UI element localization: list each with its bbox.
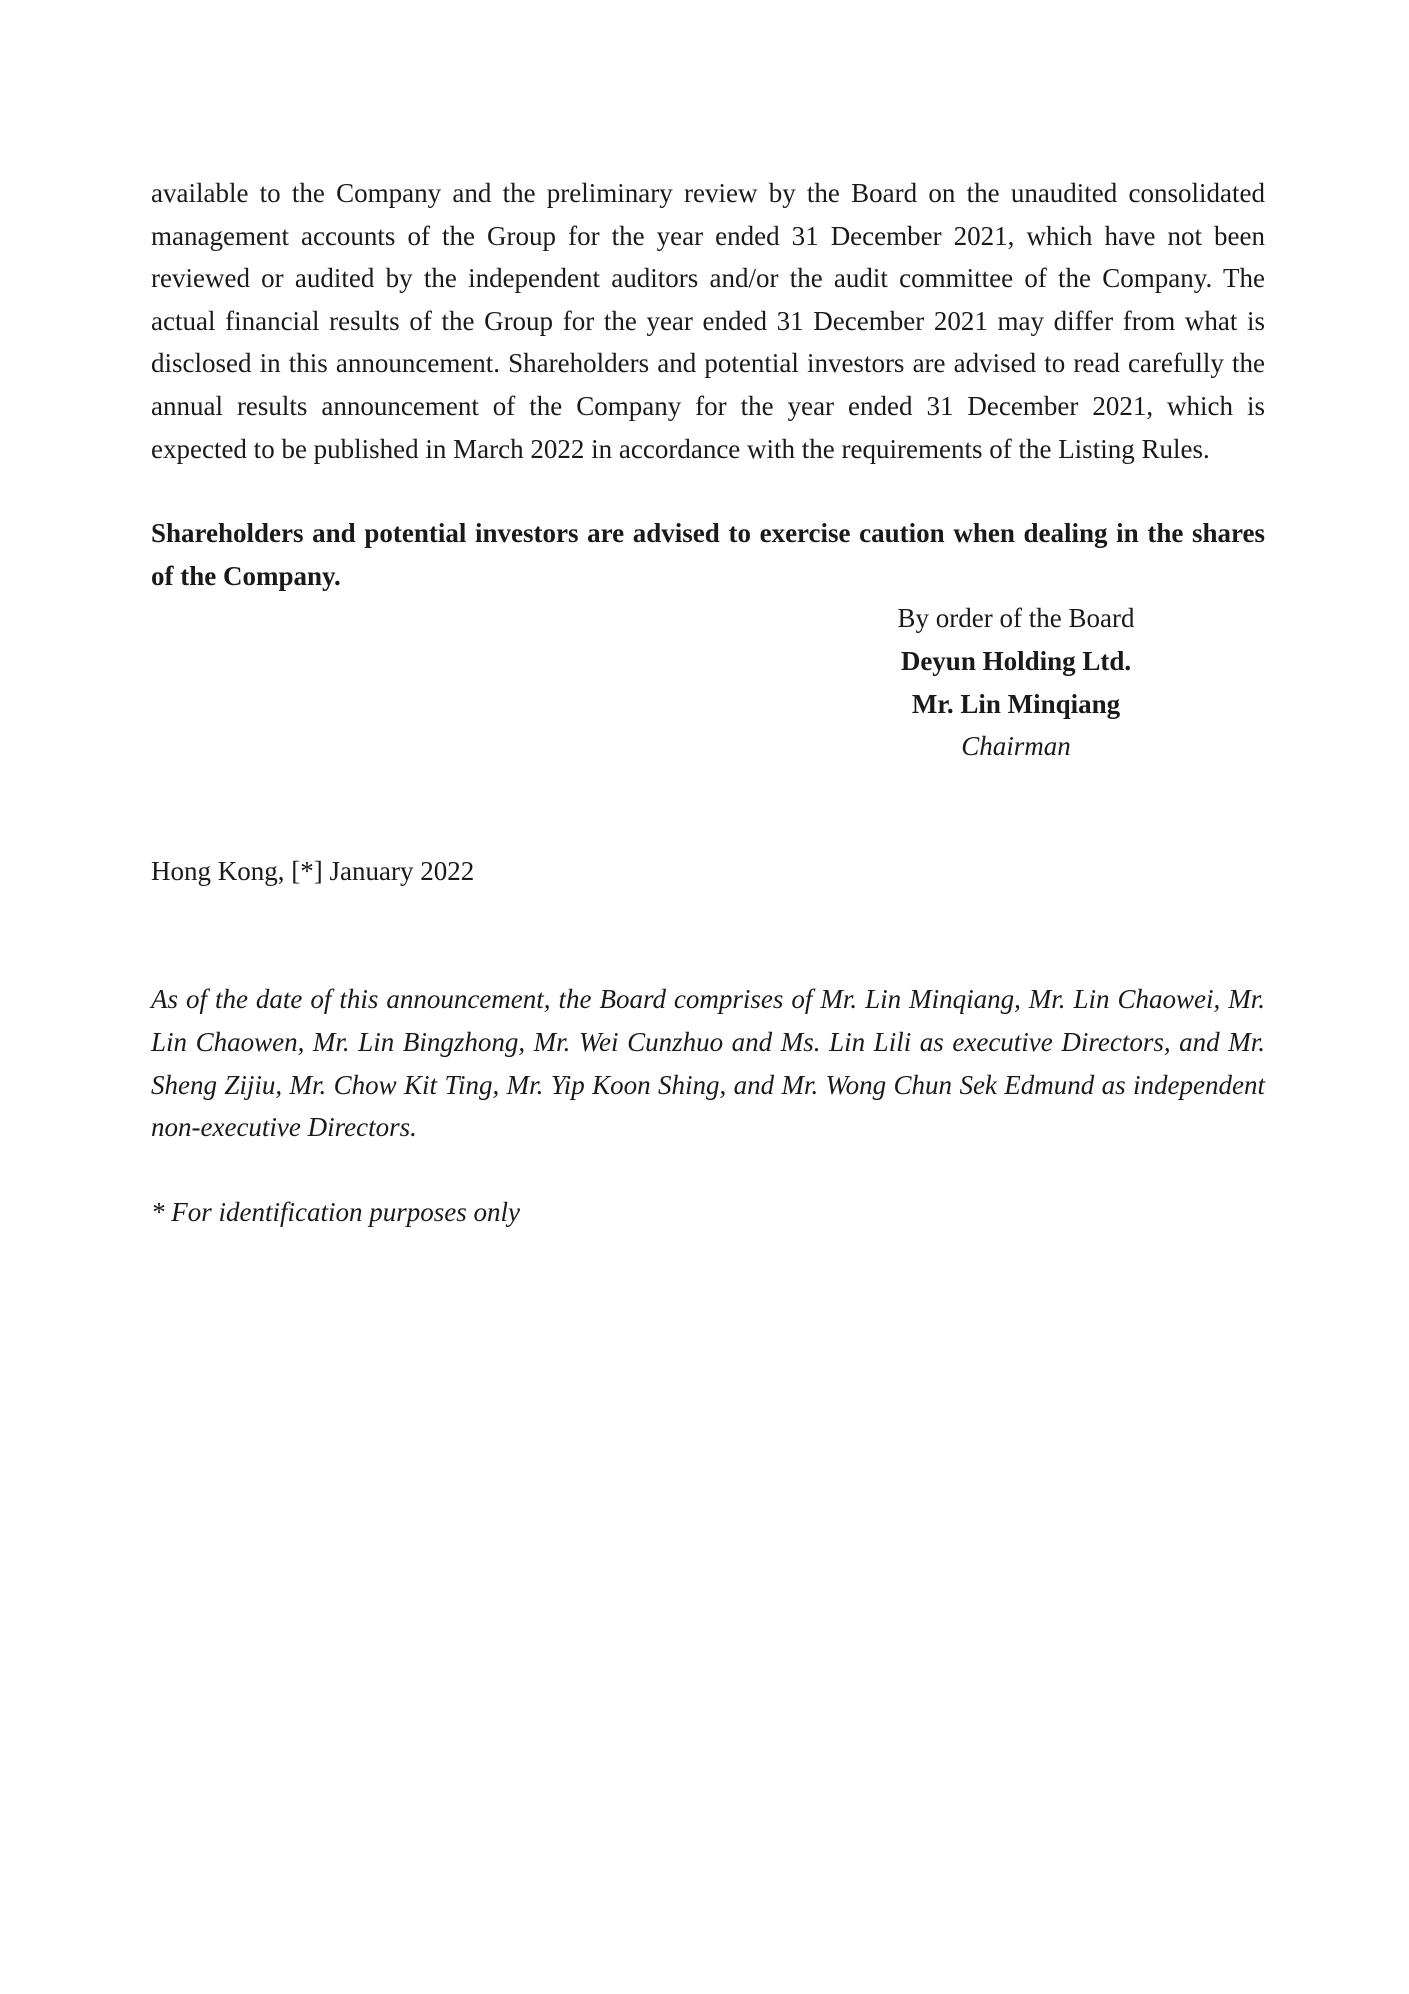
signature-block	[871, 597, 1161, 767]
identification-footnote: * For identification purposes only	[151, 1196, 520, 1227]
document-content	[151, 172, 1265, 1233]
signatory-title: Chairman	[961, 731, 1071, 762]
signoff-line: By order of the Board	[897, 603, 1135, 634]
body-paragraph: available to the Company and the preliminary review by the Board on the unaudited consolidated management accounts of the Group for the year ended 31 December 2021, which have not been reviewed or audited by the independent auditors and/or the audit committee of the Company. The actual financial results of the Group for the year ended 31 December 2021 may differ from what is disclosed in this announcement. Shareholders and potential investors are advised to read carefully the annual results announcement of the Company for the year ended 31 December 2021, which is expected to be published in March 2022 in accordance with the requirements of the Listing Rules.	[151, 178, 1265, 464]
board-composition-note: As of the date of this announcement, the Board comprises of Mr. Lin Minqiang, Mr. Lin Chaowei, Mr. Lin Chaowen, Mr. Lin Bingzhong, Mr. Wei Cunzhuo and Ms. Lin Lili as executive Directors, and Mr. Sheng Zijiu, Mr. Chow Kit Ting, Mr. Yip Koon Shing, and Mr. Wong Chun Sek Edmund as independent non-executive Directors.	[151, 984, 1265, 1143]
company-name: Deyun Holding Ltd.	[900, 645, 1132, 676]
place-date: Hong Kong, [*] January 2022	[151, 855, 475, 886]
signatory-name: Mr. Lin Minqiang	[911, 688, 1121, 719]
caution-statement: Shareholders and potential investors are advised to exercise caution when dealing in the shares of the Company.	[151, 518, 1265, 591]
